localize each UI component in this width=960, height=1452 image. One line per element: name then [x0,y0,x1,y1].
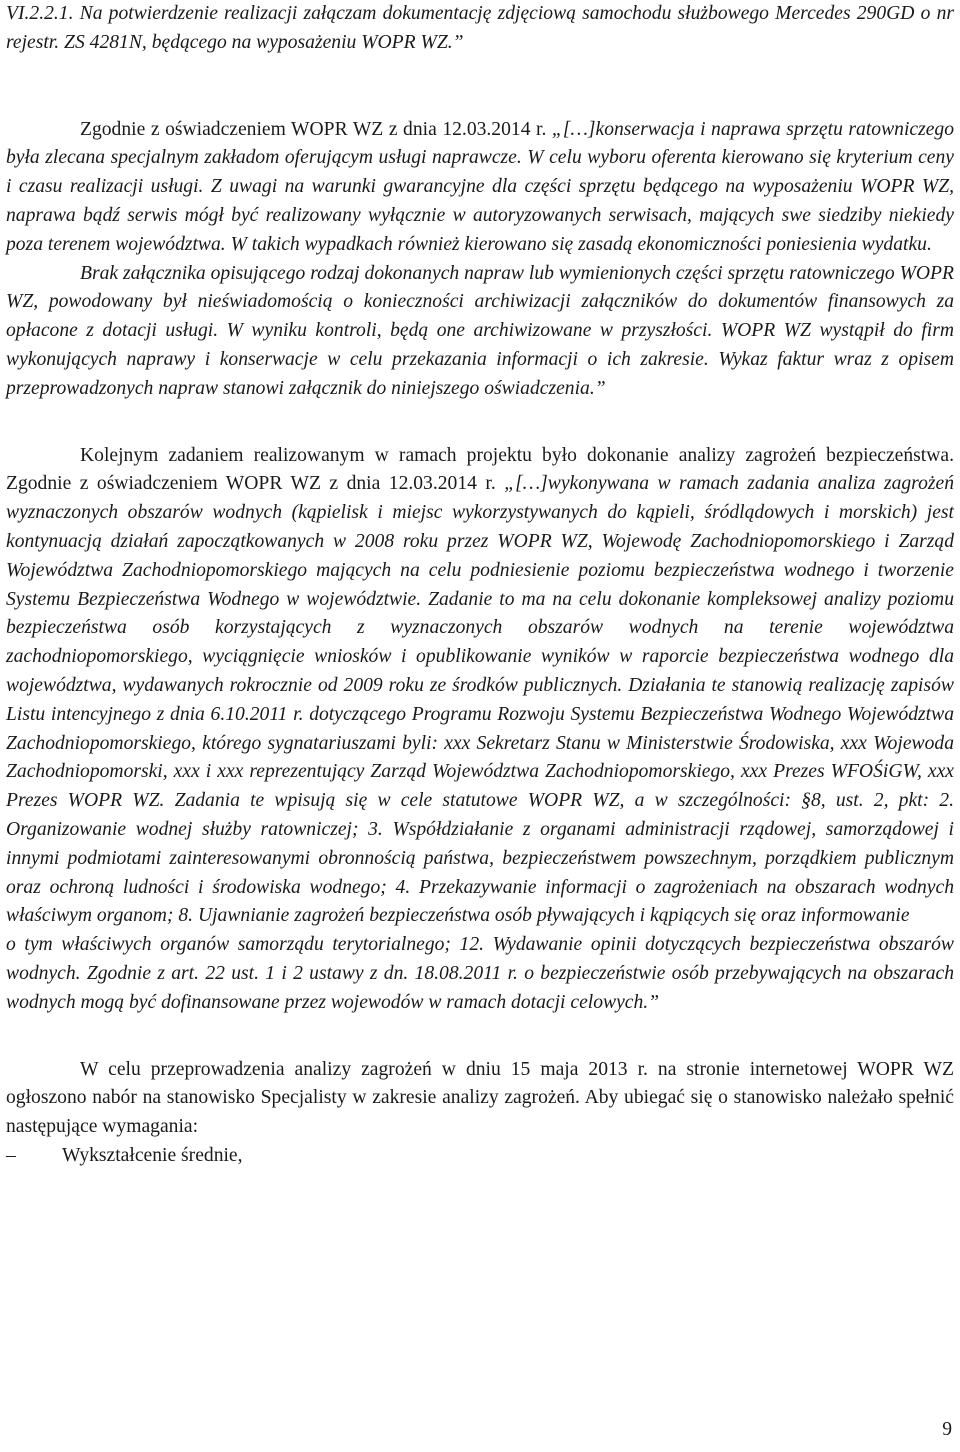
page-number: 9 [942,1419,952,1440]
paragraph-attachment: Brak załącznika opisującego rodzaj dokonanych napraw lub wymienionych części sprzętu ratowniczego WOPR WZ, powodowany był nieświadomością o konieczności archiwizacji załączników do dokumentów finansowych za opłacone z dotacji usługi. W wyniku kontroli, będą one archiwizowane w przyszłości. WOPR WZ wystąpił do firm wykonujących naprawy i konserwacje w celu przekazania informacji o ich zakresie. Wykaz faktur wraz z opisem przeprowadzonych napraw stanowi załącznik do niniejszego oświadczenia.” [6,262,954,399]
paragraph-risk-intro: Kolejnym zadaniem realizowanym w ramach projektu było dokonanie analizy zagrożeń bezpieczeństwa. Zgodnie z oświadczeniem WOPR WZ z dnia 12.03.2014 r. [6,444,954,495]
spacer [6,58,954,116]
paragraph-repairs-intro: Zgodnie z oświadczeniem WOPR WZ z dnia 12.03.2014 r. [80,118,552,140]
paragraph-recruitment: W celu przeprowadzenia analizy zagrożeń w dniu 15 maja 2013 r. na stronie internetowej WOPR WZ ogłoszono nabór na stanowisko Specjalisty w zakresie analizy zagrożeń. Aby ubiegać się o stanowisko należało spełnić następujące wymagania: [6,1058,954,1138]
paragraph-repairs-quote: „[…]konserwacja i naprawa sprzętu ratowniczego była zlecana specjalnym zakładom oferującym usługi naprawcze. W celu wyboru oferenta kierowano się kryterium ceny i czasu realizacji usługi. Z uwagi na warunki gwarancyjne dla części sprzętu będącego na wyposażeniu WOPR WZ, naprawa bądź serwis mógł być realizowany wyłącznie w autoryzowanych serwisach, mających swe siedziby niekiedy poza terenem województwa. W takich wypadkach również kierowano się zasadą ekonomiczności poniesienia wydatku. [6,118,954,255]
spacer [6,1018,954,1056]
list-item [6,1142,954,1171]
paragraph-repairs [6,116,954,260]
paragraph-risk-quote: „[…]wykonywana w ramach zadania analiza zagrożeń wyznaczonych obszarów wodnych (kąpielisk i miejsc wykorzystywanych do kąpieli, śródlądowych i morskich) jest kontynuacją działań zapoczątkowanych w 2008 roku przez WOPR WZ, Wojewodę Zachodniopomorskiego i Zarząd Województwa Zachodniopomorskiego mających na celu podniesienie poziomu bezpieczeństwa wodnego i tworzenie Systemu Bezpieczeństwa Wodnego w województwie. Zadanie to ma na celu dokonanie kompleksowej analizy poziomu bezpieczeństwa osób korzystających z wyznaczonych obszarów wodnych na terenie województwa zachodniopomorskiego, wyciągnięcie wniosków i opublikowanie wyników w raporcie bezpieczeństwa wodnego dla województwa, wydawanych rokrocznie od 2009 roku ze środków publicznych. Działania te stanowią realizację zapisów Listu intencyjnego z dnia 6.10.2011 r. dotyczącego Programu Rozwoju Systemu Bezpieczeństwa Wodnego Województwa Zachodniopomorskiego, którego sygnatariuszami byli: xxx Sekretarz Stanu w Ministerstwie Środowiska, xxx Wojewoda Zachodniopomorski, xxx i xxx reprezentujący Zarząd Województwa Zachodniopomorskiego, xxx Prezes WFOŚiGW, xxx Prezes WOPR WZ. Zadania te wpisują się w cele statutowe WOPR WZ, a w szczególności: §8, ust. 2, pkt: 2. Organizowanie wodnej służby ratowniczej; 3. Współdziałanie z organami administracji rządowej, samorządowej i innymi podmiotami zainteresowanymi obronnością państwa, bezpieczeństwem powszechnym, porządkiem publicznym oraz ochroną ludności i środowiska wodnego; 4. Przekazywanie informacji o zagrożeniach na obszarach wodnych właściwym organom; 8. Ujawnianie zagrożeń bezpieczeństwa osób pływających i kąpiących się oraz informowanie [6,473,954,927]
paragraph-risk-analysis [6,442,954,1018]
document-page [6,0,954,1171]
paragraph-risk-quote-cont: o tym właściwych organów samorządu terytorialnego; 12. Wydawanie opinii dotyczących bezpieczeństwa obszarów wodnych. Zgodnie z art. 22 ust. 1 i 2 ustawy z dn. 18.08.2011 r. o bezpieczeństwie osób przebywających na obszarach wodnych mogą być dofinansowane przez wojewodów w ramach dotacji celowych.” [6,934,954,1013]
section-paragraph [6,0,954,58]
list-item-text: Wykształcenie średnie, [62,1144,243,1166]
section-number: VI.2.2.1. [6,3,74,24]
spacer [6,404,954,442]
list-dash: – [6,1144,16,1166]
section-text: Na potwierdzenie realizacji załączam dokumentację zdjęciową samochodu służbowego Mercedes 290GD o nr rejestr. ZS 4281N, będącego na wyposażeniu WOPR WZ.” [6,3,954,53]
